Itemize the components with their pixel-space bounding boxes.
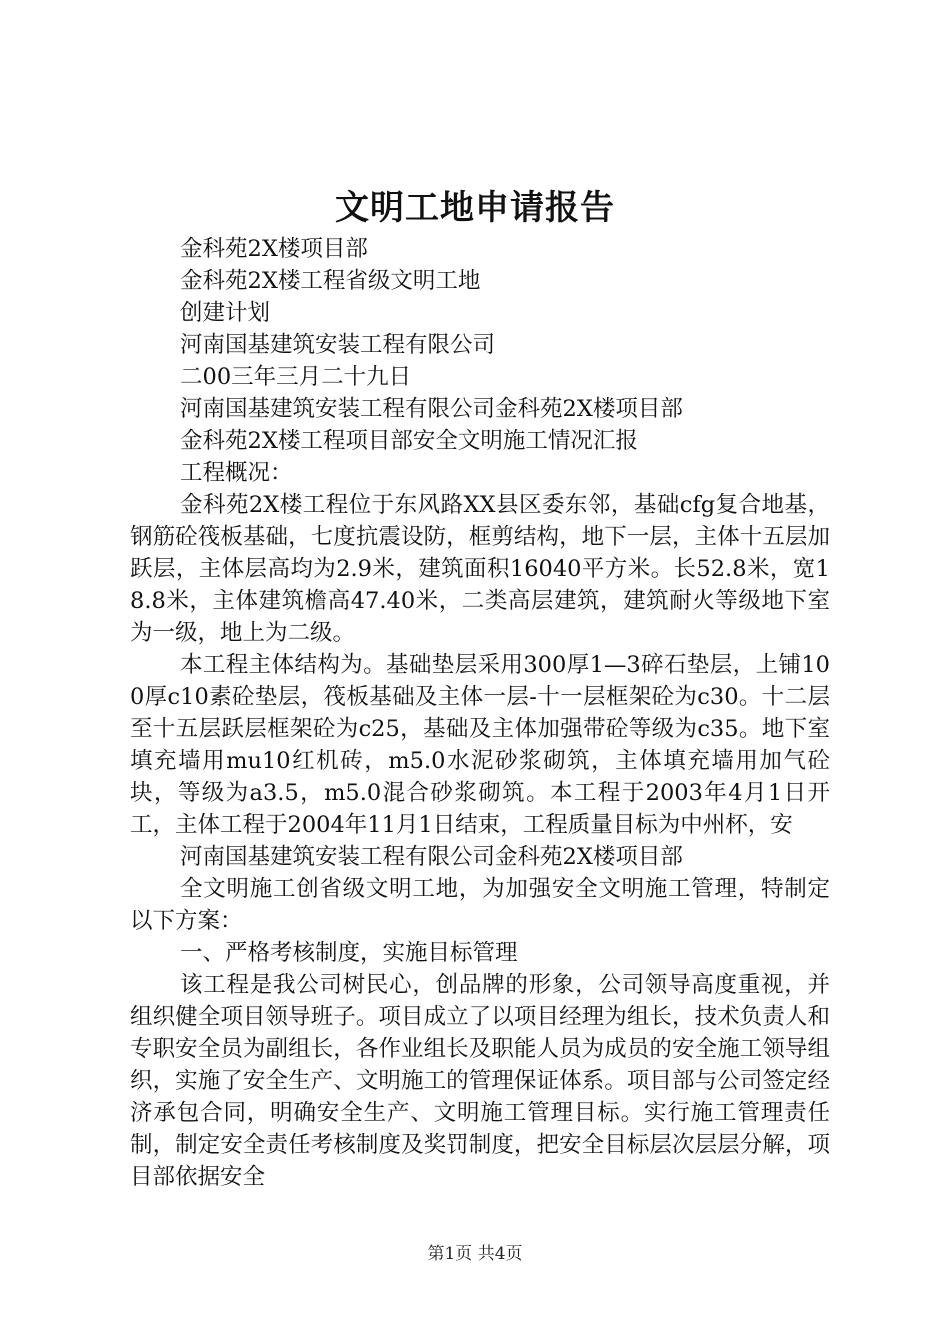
- paragraph: 河南国基建筑安装工程有限公司金科苑2X楼项目部: [180, 844, 683, 870]
- header-line: 二00三年三月二十九日: [180, 364, 412, 390]
- paragraph: 该工程是我公司树民心，创品牌的形象，公司领导高度重视，并组织健全项目领导班子。项目成立了以项目经理为组长，技术负责人和专职安全员为副组长，各作业组长及职能人员为成员的安全施工领导组织，实施了安全生产、文明施工的管理保证体系。项目部与公司签定经济承包合同，明确安全生产、文明施工管理目标。实行施工管理责任制，制定安全责任考核制度及奖罚制度，把安全目标层次层层分解，项目部依据安全: [130, 972, 830, 1190]
- header-line: 河南国基建筑安装工程有限公司: [180, 332, 496, 358]
- document-body: [130, 233, 830, 1193]
- page-footer: 第1页 共4页: [427, 1244, 523, 1264]
- section-heading: 工程概况：: [180, 460, 293, 486]
- header-line: 创建计划: [180, 300, 271, 326]
- header-line: 河南国基建筑安装工程有限公司金科苑2X楼项目部: [180, 396, 683, 422]
- section-heading: 一、严格考核制度，实施目标管理: [180, 940, 518, 966]
- header-line: 金科苑2X楼工程省级文明工地: [180, 268, 481, 294]
- document-title: 文明工地申请报告: [335, 188, 615, 228]
- header-line: 金科苑2X楼项目部: [180, 236, 368, 262]
- header-line: 金科苑2X楼工程项目部安全文明施工情况汇报: [180, 428, 638, 454]
- paragraph: 本工程主体结构为。基础垫层采用300厚1—3碎石垫层，上铺100厚c10素砼垫层，筏板基础及主体一层-十一层框架砼为c30。十二层至十五层跃层框架砼为c25，基础及主体加强带砼等级为c35。地下室填充墙用mu10红机砖，m5.0水泥砂浆砌筑，主体填充墙用加气砼块，等级为a3.5，m5.0混合砂浆砌筑。本工程于2003年4月1日开工，主体工程于2004年11月1日结束，工程质量目标为中州杯，安: [130, 652, 830, 838]
- paragraph: 全文明施工创省级文明工地，为加强安全文明施工管理，特制定以下方案：: [130, 876, 830, 934]
- paragraph: 金科苑2X楼工程位于东风路XX县区委东邻，基础cfg复合地基，钢筋砼筏板基础，七度抗震设防，框剪结构，地下一层，主体十五层加跃层，主体层高均为2.9米，建筑面积16040平方米。长52.8米，宽18.8米，主体建筑檐高47.40米，二类高层建筑，建筑耐火等级地下室为一级，地上为二级。: [130, 492, 830, 646]
